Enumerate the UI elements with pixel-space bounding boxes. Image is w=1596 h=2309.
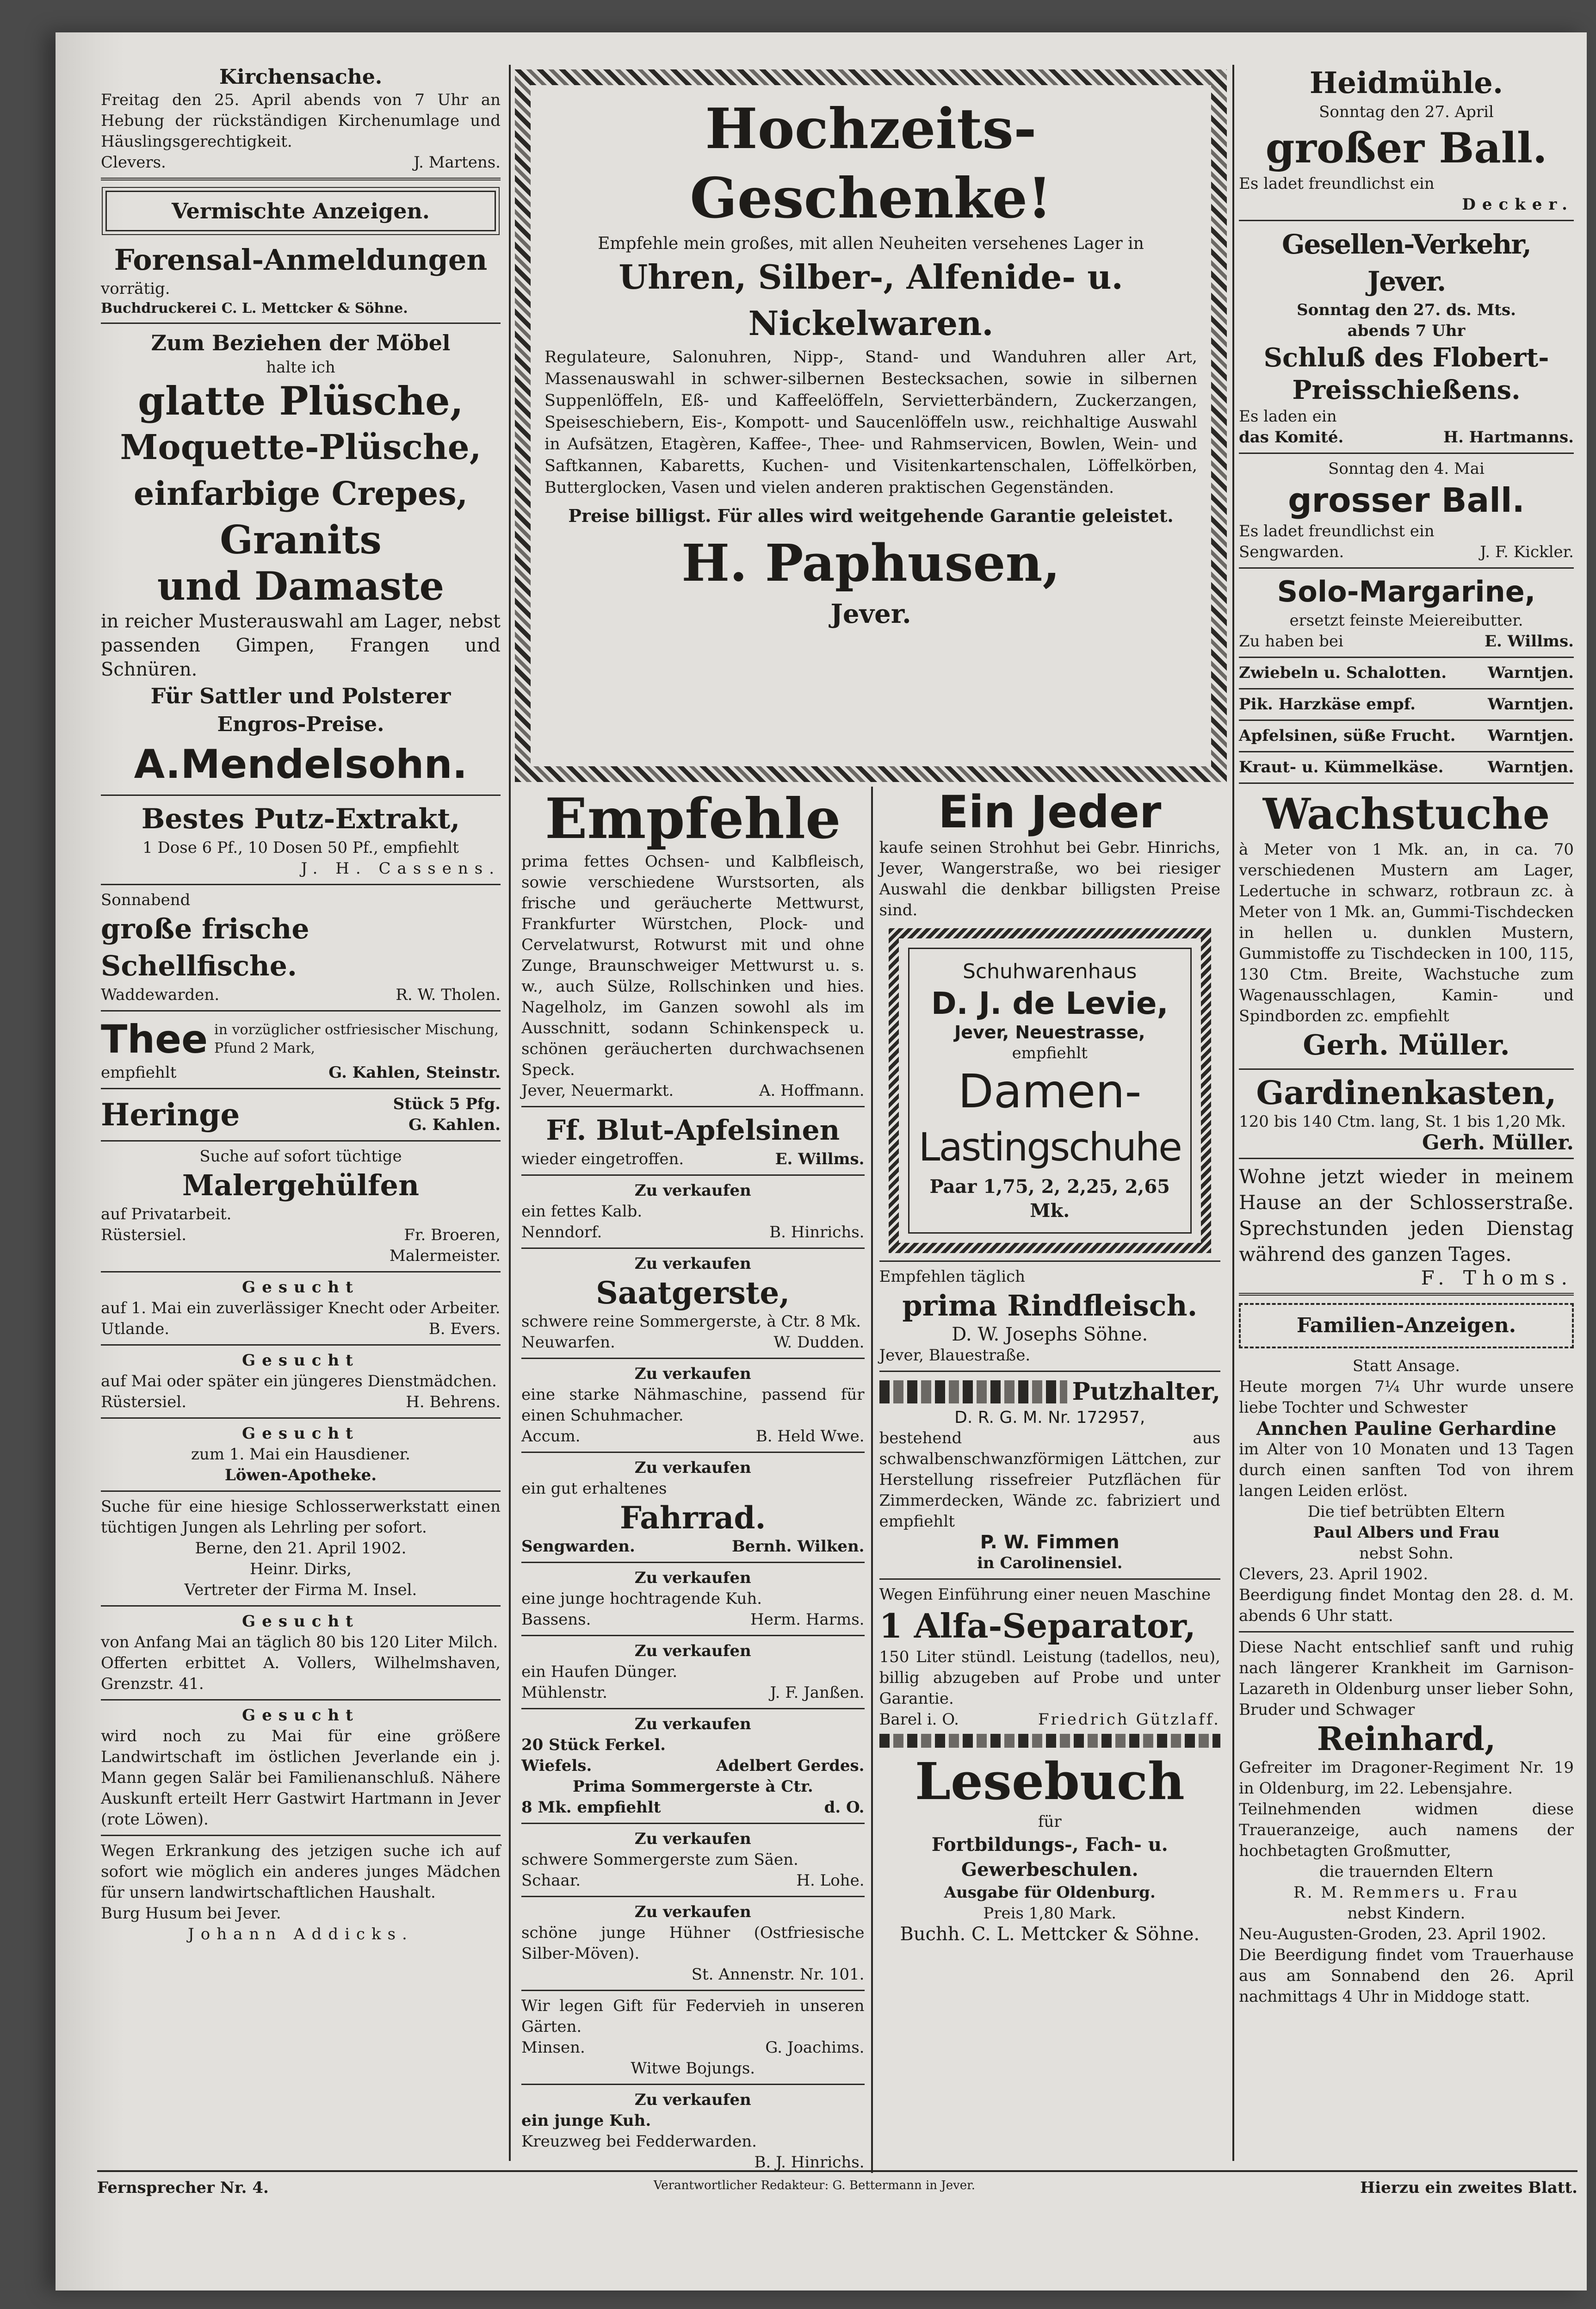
- divider: [521, 2084, 865, 2085]
- ad-text: ersetzt feinste Meiereibutter.: [1289, 611, 1523, 630]
- ad-signature: Utlande. B. Evers.: [101, 1320, 501, 1338]
- ad-item: Granits: [220, 517, 382, 563]
- ad-text: Ausgabe für Oldenburg.: [944, 1883, 1156, 1902]
- ad-text: Prima Sommergerste à Ctr.: [572, 1777, 813, 1796]
- warntjen-ad: Kraut- u. Kümmelkäse. Warntjen.: [1239, 758, 1574, 776]
- ad-text: Freitag den 25. April abends von 7 Uhr an Hebung der rückständigen Kirchenumlage und Häuslingsgerechtigkeit.: [101, 91, 501, 151]
- ad-signature: empfiehlt G. Kahlen, Steinstr.: [101, 1063, 501, 1082]
- ad-title: Ein Jeder: [938, 786, 1162, 838]
- ad-title: Malergehülfen: [182, 1168, 420, 1202]
- ad-text: auf Privatarbeit.: [101, 1205, 232, 1223]
- divider: [101, 1699, 501, 1701]
- ad-text: Die tief betrübten Eltern: [1307, 1502, 1505, 1521]
- ad-text: schöne junge Hühner (Ostfriesische Silber-Möven).: [521, 1924, 865, 1963]
- ad-text: Es ladet freundlichst ein: [1239, 174, 1435, 193]
- ad-text: Gefreiter im Dragoner-Regiment Nr. 19 in Oldenburg, im 22. Lebensjahre.: [1239, 1758, 1574, 1798]
- divider: [879, 1371, 1221, 1372]
- ad-signature: Neuwarfen. W. Dudden.: [521, 1333, 865, 1352]
- divider: [101, 323, 501, 324]
- ad-text: Buchdruckerei C. L. Mettcker & Söhne.: [101, 300, 408, 317]
- divider: [521, 1562, 865, 1563]
- middle-subcolumns: [515, 787, 1227, 2173]
- ad-text: Berne, den 21. April 1902.: [195, 1539, 407, 1558]
- ad-title: Heringe: [101, 1097, 240, 1133]
- ad-subtitle: Uhren, Silber-, Alfenide- u. Nickelwaren.: [619, 257, 1123, 343]
- ad-price: Preis 1,80 Mark.: [983, 1904, 1117, 1923]
- section-heading: Familien-Anzeigen.: [1239, 1303, 1574, 1348]
- ad-item: und Damaste: [157, 563, 445, 609]
- ad-text: bestehend aus schwalbenschwanzförmigen Lättchen, zur Herstellung rissefreier Putzflächen für Zimmerdecken, Wände zc. fabriziert und empfiehlt: [879, 1429, 1220, 1531]
- ad-signature: Waddewarden. R. W. Tholen.: [101, 986, 501, 1004]
- page-footer: [97, 2170, 1577, 2197]
- divider: [1239, 453, 1574, 454]
- divider: [521, 1358, 865, 1359]
- ad-text: 120 bis 140 Ctm. lang, St. 1 bis 1,20 Mk.: [1239, 1112, 1566, 1131]
- ad-text: kaufe seinen Strohhut bei Gebr. Hinrichs, Jever, Wangerstraße, wo bei riesiger Auswahl die denkbar billigsten Preise sind.: [879, 838, 1220, 919]
- ad-text: eine starke Nähmaschine, passend für einen Schuhmacher.: [521, 1385, 865, 1425]
- ad-title: prima Rindfleisch.: [902, 1289, 1198, 1322]
- footer-editor: Verantwortlicher Redakteur: G. Bettermann in Jever.: [653, 2179, 976, 2192]
- ad-heading: Zu verkaufen: [634, 1903, 751, 1921]
- ad-heading: Zu verkaufen: [634, 1642, 751, 1660]
- ad-heading: Zu verkaufen: [634, 1254, 751, 1273]
- ad-title: Lesebuch: [915, 1751, 1185, 1811]
- ad-title: Ff. Blut-Apfelsinen: [546, 1114, 840, 1147]
- divider: [879, 1578, 1221, 1580]
- ad-signature: Mühlenstr. J. F. Janßen.: [521, 1683, 865, 1702]
- ad-heading: Zu verkaufen: [634, 1715, 751, 1733]
- ad-title: Bestes Putz-Extrakt,: [141, 803, 460, 835]
- ad-text: Es ladet freundlichst ein: [1239, 522, 1435, 540]
- ad-name: Buchh. C. L. Mettcker & Söhne.: [900, 1924, 1200, 1945]
- ad-name: Decker.: [1462, 195, 1574, 214]
- ad-signature: das Komité. H. Hartmanns.: [1239, 428, 1574, 447]
- wedding-gifts-ad: [515, 69, 1227, 782]
- ad-signature: Bassens. Herm. Harms.: [521, 1610, 865, 1629]
- footer-note: Hierzu ein zweites Blatt.: [1360, 2179, 1577, 2197]
- ad-title: großer Ball.: [1265, 124, 1547, 173]
- ad-title: Empfehle: [545, 786, 841, 851]
- ad-price: Paar 1,75, 2, 2,25, 2,65 Mk.: [929, 1176, 1170, 1222]
- ad-name: Gerh. Müller.: [1303, 1029, 1510, 1061]
- column-left: [97, 65, 504, 2161]
- ad-text: Empfehle mein großes, mit allen Neuheiten versehenes Lager in: [598, 234, 1144, 253]
- ad-text: die trauernden Eltern: [1319, 1862, 1494, 1881]
- ad-signature: Accum. B. Held Wwe.: [521, 1427, 865, 1446]
- divider: [101, 794, 501, 796]
- divider: [1239, 720, 1574, 721]
- subcolumn-right: [871, 787, 1227, 2173]
- divider: [1239, 1293, 1574, 1296]
- ad-title: Lastingschuhe: [918, 1124, 1181, 1170]
- ad-signature: Schaar. H. Lohe.: [521, 1871, 865, 1890]
- ad-name: A.Mendelsohn.: [134, 741, 468, 788]
- ad-text: Sonnabend: [101, 891, 191, 909]
- ad-text: abends 7 Uhr: [1347, 322, 1466, 340]
- ad-text: à Meter von 1 Mk. an, in ca. 70 verschiedenen Mustern am Lager, Ledertuche in schwarz, rotbraun zc. à Meter von 1 Mk. an, Gummi-Tischdecken in hellen u. dunklen Mustern, Gummistoffe zu Tischdecken in 100, 115, 130 Ctm. Breite, Wachstuche zum Wagenausschlagen, Kamin- und Spindborden zc. empfiehlt: [1239, 840, 1574, 1025]
- divider: [101, 1271, 501, 1272]
- ad-name: Johann Addicks.: [188, 1925, 414, 1943]
- ad-text: 1 Dose 6 Pf., 10 Dosen 50 Pf., empfiehlt: [142, 838, 459, 857]
- ad-title: Kirchensache.: [219, 65, 383, 89]
- subcolumn-left: [515, 787, 871, 2173]
- ad-title: Heidmühle.: [1309, 66, 1503, 100]
- ad-title: Fahrrad.: [620, 1500, 766, 1536]
- ad-name: D. W. Josephs Söhne.: [952, 1324, 1148, 1345]
- ad-text: Regulateure, Salonuhren, Nipp-, Stand- und Wanduhren aller Art, Massenauswahl in schwer-silbernen Bestecksachen, sowie in silbernen Suppenlöffeln, Eß- und Kaffeelöffeln, Servietterbändern, Zuckerzangen, Speiseschiebern, Eis-, Kompott- und Saucenlöffeln usw., reichhaltige Auswahl in Aufsätzen, Etagèren, Kaffee-, Thee- und Rahmservicen, Bowlen, Wein- und Saftkannen, Kabaretts, Kuchen- und Visitenkartenschalen, Löffelkörben, Butterglocken, Vasen und vielen anderen praktischen Gegenständen.: [544, 348, 1197, 497]
- divider: [1239, 1068, 1574, 1070]
- divider: [101, 1344, 501, 1346]
- ad-text: Sonntag den 4. Mai: [1328, 459, 1485, 478]
- divider: [1239, 220, 1574, 221]
- ad-text: Wohne jetzt wieder in meinem Hause an der Schlosserstraße. Sprechstunden jeden Dienstag während des ganzen Tages.: [1239, 1165, 1574, 1266]
- ad-title: grosser Ball.: [1288, 481, 1525, 520]
- divider: [1239, 751, 1574, 752]
- divider: [521, 1106, 865, 1107]
- ad-text: in Carolinensiel.: [977, 1554, 1123, 1572]
- ad-name: Heinr. Dirks,: [250, 1560, 352, 1578]
- ad-text: Schuhwarenhaus: [963, 960, 1137, 983]
- ad-title: große frische Schellfische.: [101, 913, 309, 982]
- ad-title: 1 Alfa-Separator,: [879, 1606, 1196, 1645]
- ad-title: Saatgerste,: [596, 1275, 790, 1311]
- ad-text: im Alter von 10 Monaten und 13 Tagen durch einen sanften Tod von ihrem langen Leiden erlöst.: [1239, 1440, 1574, 1500]
- warntjen-ad: Zwiebeln u. Schalotten. Warntjen.: [1239, 664, 1574, 682]
- divider: [101, 884, 501, 885]
- ad-text: Neu-Augusten-Groden, 23. April 1902.: [1239, 1925, 1547, 1943]
- column-right: [1235, 65, 1577, 2161]
- divider: [101, 1835, 501, 1836]
- ad-text: eine junge hochtragende Kuh.: [521, 1589, 762, 1608]
- ad-heading: Zu verkaufen: [634, 1365, 751, 1383]
- ad-text: zum 1. Mai ein Hausdiener.: [191, 1445, 410, 1464]
- ad-text: Clevers, 23. April 1902.: [1239, 1565, 1428, 1583]
- divider: [1239, 688, 1574, 689]
- ad-name: J. H. Cassens.: [301, 859, 501, 878]
- ad-text: Die Beerdigung findet vom Trauerhause aus am Sonnabend den 26. April nachmittags 4 Uhr in Middoge statt.: [1239, 1946, 1574, 2006]
- ad-text: auf Mai oder später ein jüngeres Dienstmädchen.: [101, 1372, 497, 1390]
- ad-signature: Zu haben bei E. Willms.: [1239, 632, 1574, 651]
- hering-ad: Heringe Stück 5 Pfg. G. Kahlen.: [101, 1095, 501, 1134]
- ad-text: Sonntag den 27. April: [1319, 103, 1494, 121]
- warntjen-ad: Pik. Harzkäse empf. Warntjen.: [1239, 695, 1574, 714]
- ad-text: ein gut erhaltenes: [521, 1479, 667, 1498]
- divider: [101, 1605, 501, 1607]
- ad-title: Solo-Margarine,: [1277, 575, 1536, 608]
- ad-name: nebst Kindern.: [1347, 1904, 1466, 1923]
- ad-signature: Clevers. J. Martens.: [101, 153, 501, 172]
- ad-signature: Minsen. G. Joachims.: [521, 2038, 865, 2057]
- ad-heading: Zu verkaufen: [634, 1459, 751, 1477]
- ad-name: nebst Sohn.: [1359, 1544, 1454, 1563]
- ad-text: Sonntag den 27. ds. Mts.: [1297, 301, 1516, 319]
- ad-name: Witwe Bojungs.: [631, 2059, 755, 2078]
- ad-text: empfiehlt: [1012, 1044, 1088, 1062]
- ad-text: Es laden ein: [1239, 407, 1337, 426]
- divider: [521, 1896, 865, 1897]
- divider: [521, 1452, 865, 1453]
- shoe-ad: [889, 928, 1212, 1253]
- ad-name: H. Paphusen,: [681, 533, 1060, 593]
- ad-text: D. R. G. M. Nr. 172957,: [954, 1408, 1145, 1427]
- warntjen-ad: Apfelsinen, süße Frucht. Warntjen.: [1239, 726, 1574, 745]
- ad-text: Suche auf sofort tüchtige: [199, 1147, 402, 1166]
- ad-name: P. W. Fimmen: [980, 1532, 1120, 1553]
- ad-text: schwere reine Sommergerste, à Ctr. 8 Mk.: [521, 1312, 861, 1331]
- ad-text: Wegen Erkrankung des jetzigen suche ich auf sofort wie möglich ein anderes junges Mädchen für unsern landwirtschaftlichen Haushalt.: [101, 1842, 501, 1902]
- ad-name: R. M. Remmers u. Frau: [1293, 1883, 1519, 1902]
- divider: [101, 1490, 501, 1492]
- ad-signature: Sengwarden. Bernh. Wilken.: [521, 1537, 865, 1556]
- ad-name: F. Thoms.: [1421, 1266, 1574, 1289]
- ad-heading: Zu verkaufen: [634, 1181, 751, 1200]
- ad-text: Offerten erbittet A. Vollers, Wilhelmshaven, Grenzstr. 41.: [101, 1654, 501, 1693]
- divider: [101, 1417, 501, 1419]
- divider: [101, 1010, 501, 1012]
- divider: [521, 1248, 865, 1249]
- ad-text: Engros-Preise.: [217, 713, 384, 736]
- ad-city: Jever.: [830, 599, 911, 629]
- ad-text: Jever, Blauestraße.: [879, 1346, 1031, 1365]
- ad-name: Löwen-Apotheke.: [224, 1466, 377, 1484]
- ad-text: in reicher Musterauswahl am Lager, nebst passenden Gimpen, Frangen und Schnüren.: [101, 611, 501, 680]
- ad-text: Kreuzweg bei Fedderwarden.: [521, 2132, 757, 2151]
- ad-text: ein Haufen Dünger.: [521, 1663, 678, 1681]
- ad-text: prima fettes Ochsen- und Kalbfleisch, sowie verschiedene Wurstsorten, als frische und geräucherte Mettwurst, Frankfurter Würstchen, Plock- und Cervelatwurst, Rotwurst mit und ohne Zunge, Braunschweiger Mettwurst u. s. w., auch Sülze, Rollschinken und hies. Nagelholz, im Ganzen sowohl als im Ausschnitt, sodann Schinkenspeck u. schönen geräucherten durchwachsenen Speck.: [521, 852, 865, 1079]
- divider: [1239, 1158, 1574, 1159]
- ad-signature: wieder eingetroffen. E. Willms.: [521, 1150, 865, 1168]
- column-rule: [509, 65, 511, 2161]
- ad-name: Gerh. Müller.: [1422, 1131, 1574, 1154]
- ad-signature: Wiefels. Adelbert Gerdes.: [521, 1757, 865, 1775]
- ad-signature: Sengwarden. J. F. Kickler.: [1239, 543, 1574, 561]
- section-heading: Vermischte Anzeigen.: [105, 191, 496, 231]
- ad-text: Statt Ansage.: [1352, 1357, 1460, 1375]
- ad-item: Moquette-Plüsche,: [120, 428, 482, 467]
- ad-text: Teilnehmenden widmen diese Traueranzeige, auch namens der hochbetagten Großmutter,: [1239, 1800, 1574, 1860]
- ad-title: Damen-: [958, 1064, 1142, 1118]
- deceased-name: Annchen Pauline Gerhardine: [1256, 1418, 1557, 1440]
- ad-title: Gesellen-Verkehr, Jever.: [1282, 229, 1531, 297]
- ad-title: Gardinenkasten,: [1256, 1074, 1557, 1112]
- thee-ad: [101, 1016, 501, 1062]
- ad-item: einfarbige Crepes,: [133, 474, 468, 513]
- ad-heading: Gesucht: [242, 1278, 359, 1297]
- ad-item: glatte Plüsche,: [138, 378, 464, 424]
- divider: [1239, 567, 1574, 569]
- ad-heading: Zu verkaufen: [634, 2091, 751, 2109]
- ad-text: vorrätig.: [101, 279, 170, 298]
- ad-title: Hochzeits-Geschenke!: [690, 96, 1052, 231]
- ad-subtitle: Schluß des Flobert-Preisschießens.: [1263, 342, 1549, 405]
- ad-signature: 8 Mk. empfiehlt d. O.: [521, 1798, 865, 1817]
- deceased-name: Reinhard,: [1317, 1719, 1496, 1758]
- ad-title: Thee: [101, 1017, 208, 1062]
- ad-text: ein junge Kuh.: [521, 2111, 651, 2130]
- column-rule: [1232, 65, 1234, 2161]
- divider: [101, 1088, 501, 1089]
- ad-text: für: [1038, 1812, 1062, 1831]
- divider: [1239, 657, 1574, 658]
- ad-text: Empfehlen täglich: [879, 1267, 1026, 1286]
- column-middle: [511, 65, 1231, 2172]
- ad-text: Diese Nacht entschlief sanft und ruhig nach längerer Krankheit im Garnison-Lazareth in Oldenburg unser lieber Sohn, Bruder und Schwager: [1239, 1638, 1574, 1719]
- ad-name: D. J. de Levie,: [931, 986, 1169, 1021]
- ad-text: Beerdigung findet Montag den 28. d. M. abends 6 Uhr statt.: [1239, 1586, 1574, 1625]
- ad-title: Putzhalter,: [1072, 1378, 1220, 1406]
- divider: [1239, 1631, 1574, 1632]
- ad-text: Wir legen Gift für Federvieh in unseren Gärten.: [521, 1997, 865, 2036]
- ad-signature: Nenndorf. B. Hinrichs.: [521, 1223, 865, 1241]
- divider: [521, 1174, 865, 1176]
- ornament-bar: [879, 1380, 1068, 1403]
- ornament-bar: [879, 1734, 1221, 1748]
- ad-text: Wegen Einführung einer neuen Maschine: [879, 1585, 1211, 1604]
- divider: [521, 1990, 865, 1991]
- divider: [521, 1823, 865, 1824]
- divider: [521, 1708, 865, 1709]
- ad-signature: Rüstersiel. Fr. Broeren,: [101, 1226, 501, 1244]
- ad-text: Burg Husum bei Jever.: [101, 1904, 281, 1923]
- ad-title: Forensal-Anmeldungen: [114, 243, 488, 277]
- ad-text: Suche für eine hiesige Schlosserwerkstatt einen tüchtigen Jungen als Lehrling per sofort.: [101, 1497, 501, 1537]
- ad-text: von Anfang Mai an täglich 80 bis 120 Liter Milch.: [101, 1633, 498, 1651]
- ad-heading: Zu verkaufen: [634, 1830, 751, 1848]
- ad-text: auf 1. Mai ein zuverlässiger Knecht oder Arbeiter.: [101, 1299, 501, 1317]
- ad-signature: Barel i. O. Friedrich Gützlaff.: [879, 1710, 1220, 1729]
- ad-name: Paul Albers und Frau: [1313, 1523, 1500, 1542]
- ad-title: Wachstuche: [1262, 789, 1550, 839]
- ad-heading: Gesucht: [242, 1424, 359, 1443]
- ad-heading: Gesucht: [242, 1351, 359, 1370]
- ad-text: 150 Liter stündl. Leistung (tadellos, neu), billig abzugeben auf Probe und unter Garantie.: [879, 1648, 1220, 1708]
- ad-text: ein fettes Kalb.: [521, 1202, 643, 1221]
- ad-name: Vertreter der Firma M. Insel.: [184, 1581, 417, 1599]
- ad-name: Malermeister.: [389, 1247, 501, 1265]
- ad-text: schwere Sommergerste zum Säen.: [521, 1850, 798, 1869]
- ad-heading: Gesucht: [242, 1706, 359, 1725]
- divider: [521, 1635, 865, 1636]
- footer-phone: Fernsprecher Nr. 4.: [97, 2179, 269, 2197]
- ad-text: halte ich: [266, 358, 335, 377]
- ad-heading: Zu verkaufen: [634, 1569, 751, 1587]
- ad-text: Preise billigst. Für alles wird weitgehende Garantie geleistet.: [568, 505, 1174, 526]
- ad-text: in vorzüglicher ostfriesischer Mischung, Pfund 2 Mark,: [214, 1022, 499, 1056]
- divider: [101, 178, 501, 180]
- ad-text: 20 Stück Ferkel.: [521, 1736, 666, 1754]
- ad-text: Heute morgen 7¼ Uhr wurde unsere liebe Tochter und Schwester: [1239, 1378, 1574, 1417]
- ad-text: wird noch zu Mai für eine größere Landwirtschaft im östlichen Jeverlande ein j. Mann gegen Salär bei Familienanschluß. Nähere Auskunft erteilt Herr Gastwirt Hartmann in Jever (rote Löwen).: [101, 1727, 501, 1829]
- ad-signature: Rüstersiel. H. Behrens.: [101, 1393, 501, 1411]
- ad-signature: Jever, Neuermarkt. A. Hoffmann.: [521, 1081, 865, 1100]
- ad-text: Für Sattler und Polsterer: [150, 683, 451, 708]
- ad-name: B. J. Hinrichs.: [754, 2153, 865, 2172]
- ad-subtitle: Fortbildungs-, Fach- u. Gewerbeschulen.: [931, 1834, 1168, 1881]
- ad-heading: Gesucht: [242, 1612, 359, 1631]
- divider: [101, 1140, 501, 1142]
- ad-text: Jever, Neuestrasse,: [954, 1022, 1145, 1043]
- ad-name: St. Annenstr. Nr. 101.: [691, 1965, 865, 1984]
- ad-title: Zum Beziehen der Möbel: [151, 330, 451, 355]
- divider: [879, 1260, 1221, 1262]
- divider: [1239, 782, 1574, 784]
